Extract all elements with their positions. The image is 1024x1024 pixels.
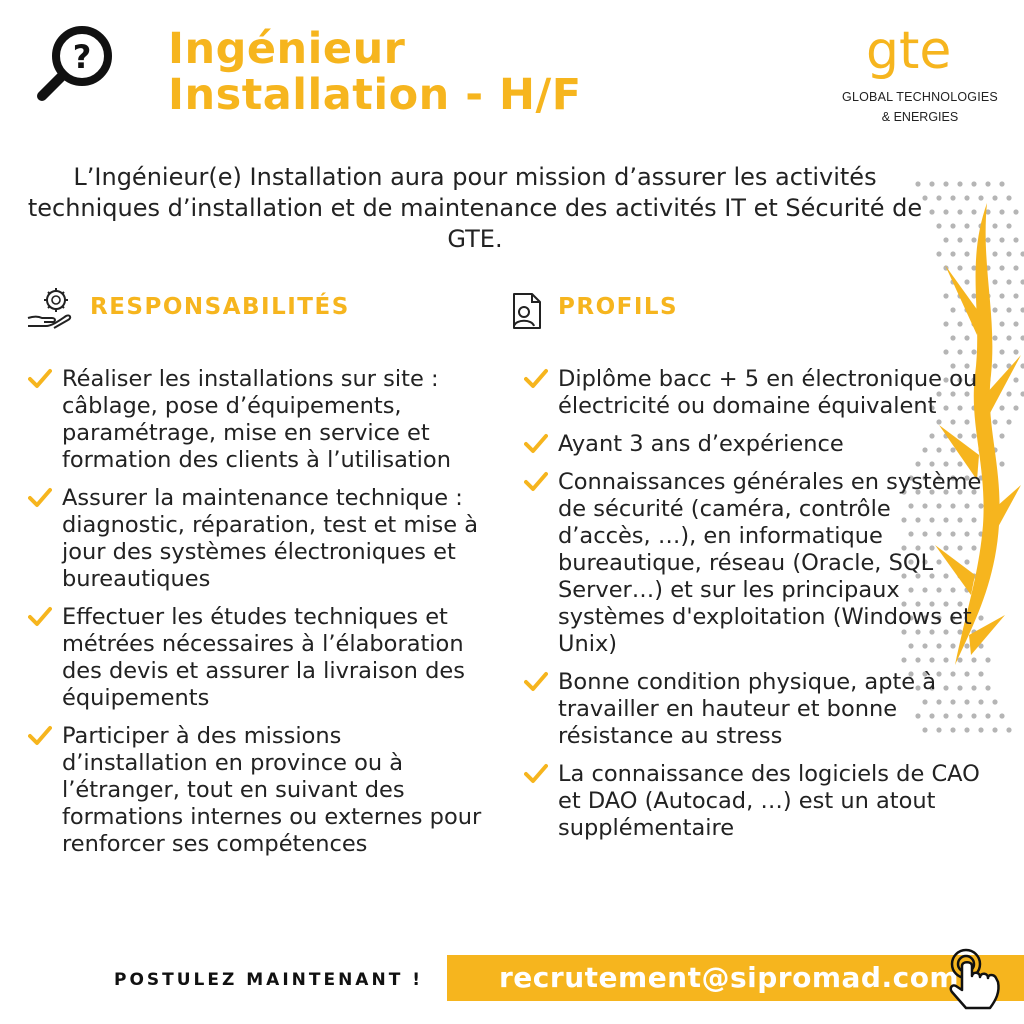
profils-heading: PROFILS bbox=[558, 294, 679, 320]
list-item bbox=[524, 469, 982, 658]
check-icon bbox=[524, 368, 548, 390]
check-icon bbox=[524, 763, 548, 785]
list-item bbox=[524, 431, 982, 458]
list-item-text: Connaissances générales en système de sécurité (caméra, contrôle d’accès, …), en informatique bureautique, réseau (Oracle, SQL Server…) et sur les principaux systèmes d'exploitation (Windows et Unix) bbox=[558, 469, 982, 657]
svg-text:?: ? bbox=[72, 38, 92, 76]
magnifier-question-icon bbox=[34, 22, 116, 102]
check-icon bbox=[524, 471, 548, 493]
list-item bbox=[28, 723, 488, 858]
list-item-text: La connaissance des logiciels de CAO et DAO (Autocad, …) est un atout supplémentaire bbox=[558, 761, 980, 841]
list-item-text: Ayant 3 ans d’expérience bbox=[558, 431, 844, 457]
list-item bbox=[524, 366, 982, 420]
list-item bbox=[28, 604, 488, 712]
profile-document-icon bbox=[508, 292, 544, 330]
list-item-text: Réaliser les installations sur site : câblage, pose d’équipements, paramétrage, mise en service et formation des clients à l’utilisation bbox=[62, 366, 451, 473]
list-item-text: Effectuer les études techniques et métrées nécessaires à l’élaboration des devis et assurer la livraison des équipements bbox=[62, 604, 465, 711]
intro-paragraph: L’Ingénieur(e) Installation aura pour mission d’assurer les activités techniques d’installation et de maintenance des activités IT et Sécurité de GTE. bbox=[27, 163, 923, 253]
responsabilites-heading: RESPONSABILITÉS bbox=[90, 294, 350, 320]
check-icon bbox=[28, 606, 52, 628]
logo-company-name: GLOBAL TECHNOLOGIES bbox=[842, 90, 998, 104]
list-item bbox=[28, 366, 488, 474]
job-title-line2: Installation - H/F bbox=[168, 70, 582, 120]
job-title-line1: Ingénieur bbox=[168, 24, 406, 74]
profils-list bbox=[524, 366, 982, 853]
logo-company-name-2: & ENERGIES bbox=[881, 110, 959, 124]
check-icon bbox=[524, 433, 548, 455]
responsabilites-list bbox=[28, 366, 488, 869]
check-icon bbox=[28, 725, 52, 747]
list-item bbox=[28, 485, 488, 593]
gte-logo-mark bbox=[866, 22, 976, 84]
pointing-hand-icon bbox=[946, 946, 1006, 1012]
list-item-text: Assurer la maintenance technique : diagnostic, réparation, test et mise à jour des systèmes électroniques et bureautiques bbox=[62, 485, 479, 592]
gte-logo-text: gte bbox=[866, 22, 952, 81]
check-icon bbox=[28, 487, 52, 509]
company-logo bbox=[830, 22, 1010, 132]
recruitment-email-link[interactable]: recrutement@sipromad.com bbox=[447, 955, 1024, 1001]
list-item-text: Participer à des missions d’installation en province ou à l’étranger, tout en suivant des formations internes ou externes pour renforcer ses compétences bbox=[62, 723, 482, 857]
list-item-text: Bonne condition physique, apte à travailler en hauteur et bonne résistance au stress bbox=[558, 669, 937, 749]
list-item-text: Diplôme bacc + 5 en électronique ou électricité ou domaine équivalent bbox=[558, 366, 978, 419]
list-item bbox=[524, 669, 982, 750]
job-title bbox=[168, 26, 582, 118]
check-icon bbox=[524, 671, 548, 693]
apply-now-label: POSTULEZ MAINTENANT ! bbox=[114, 970, 423, 990]
check-icon bbox=[28, 368, 52, 390]
hand-gear-icon bbox=[26, 286, 74, 330]
list-item bbox=[524, 761, 982, 842]
